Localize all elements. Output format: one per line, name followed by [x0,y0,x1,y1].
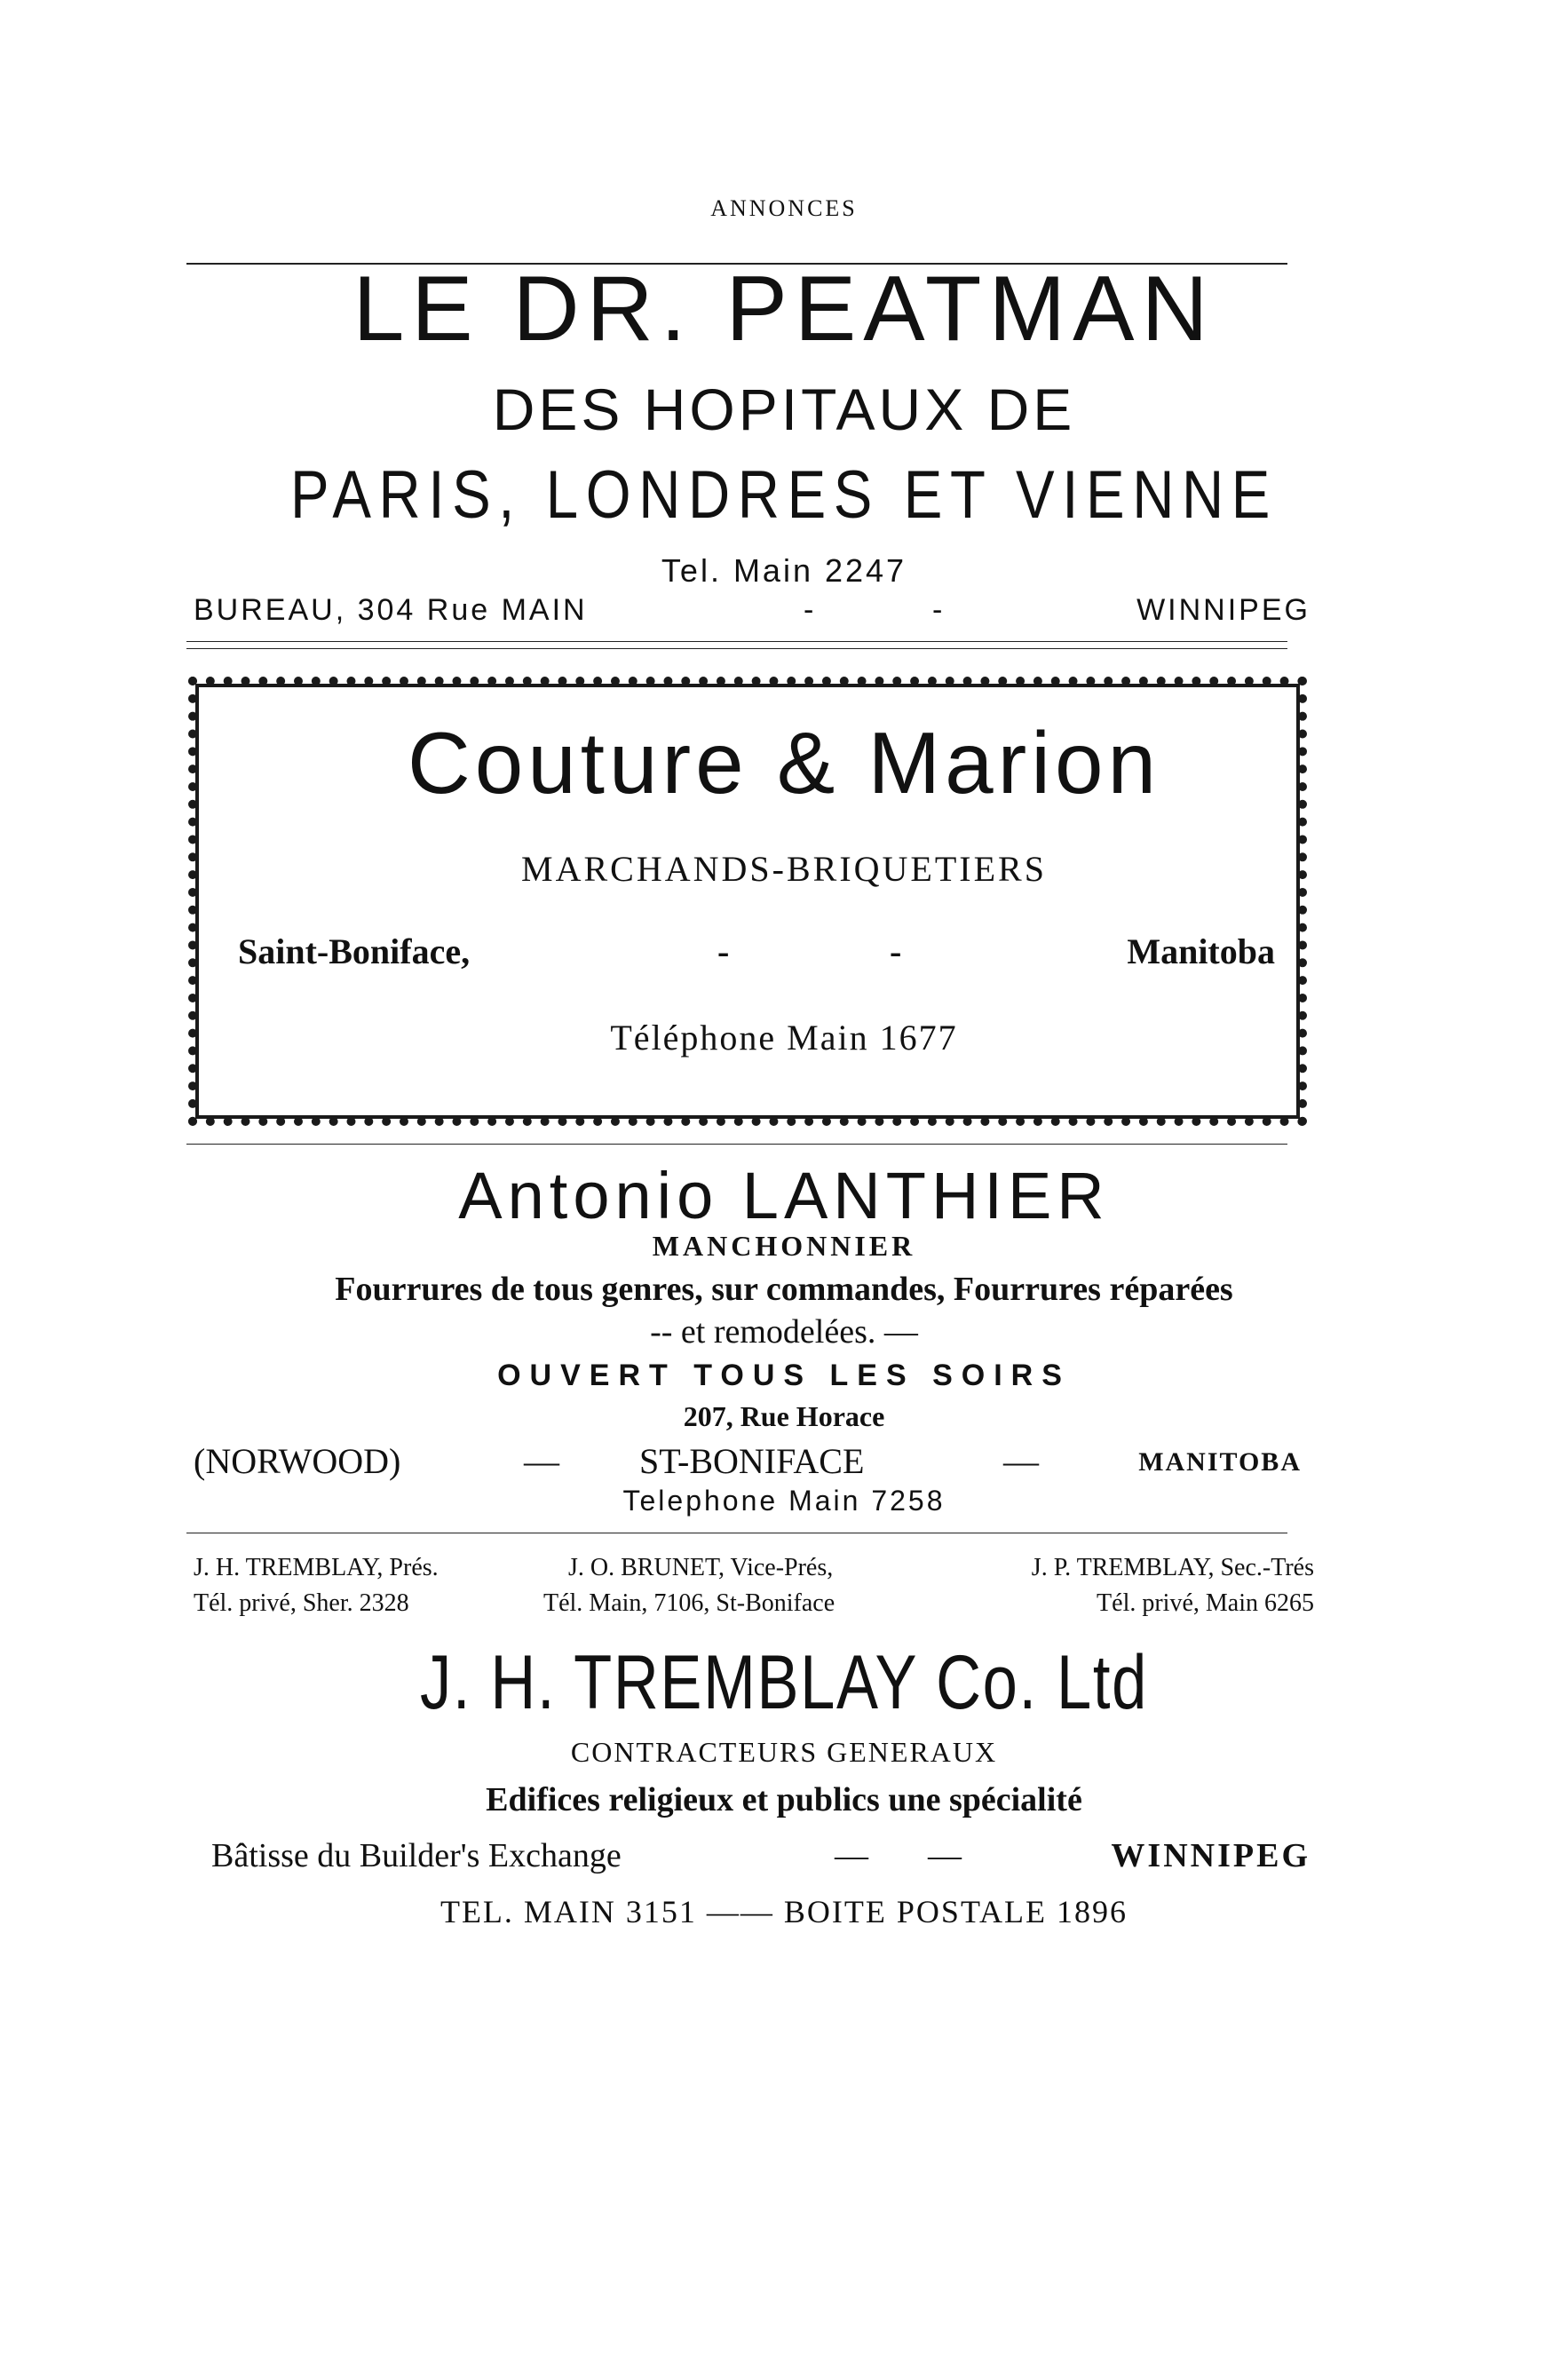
ad-telephone: Téléphone Main 1677 [610,1018,958,1058]
ad-title: J. H. TREMBLAY Co. Ltd [420,1640,1148,1725]
ad-address: BUREAU, 304 Rue MAIN [194,593,588,627]
ad-address: 207, Rue Horace [683,1400,885,1432]
ad-title: LE DR. PEATMAN [352,257,1216,360]
officer-telephone: Tél. privé, Main 6265 [1097,1589,1314,1617]
officer-name: J. P. TREMBLAY, Sec.-Trés [1031,1554,1314,1581]
separator-dash: - [932,593,946,627]
separator-dash: — [524,1441,559,1481]
ad-subtitle: DES HOPITAUX DE [492,376,1076,442]
ad-contact: TEL. MAIN 3151 —— BOITE POSTALE 1896 [440,1894,1128,1929]
officer-telephone: Tél. Main, 7106, St-Boniface [543,1589,835,1617]
ad-subtitle: PARIS, LONDRES ET VIENNE [289,457,1278,533]
ad-description: Edifices religieux et publics une spécialité [486,1781,1082,1818]
ad-district: (NORWOOD) [194,1441,401,1481]
separator-dash: — [835,1837,868,1874]
divider-rule [186,641,1287,642]
running-head: ANNONCES [710,195,858,221]
officer-name: J. O. BRUNET, Vice-Prés, [568,1554,834,1581]
divider-rule [186,648,1287,649]
divider-rule [186,1144,1287,1145]
separator-dash: — [1003,1441,1039,1481]
ad-description: Fourrures de tous genres, sur commandes, Fourrures réparées [335,1271,1233,1308]
ad-title: Antonio LANTHIER [458,1159,1110,1232]
officer-name: J. H. TREMBLAY, Prés. [194,1554,439,1581]
separator-dash: — [928,1837,962,1874]
ad-city: WINNIPEG [1136,593,1311,627]
separator-dash: - [804,593,817,627]
ad-hours: OUVERT TOUS LES SOIRS [497,1359,1071,1392]
ad-city: ST-BONIFACE [639,1441,865,1481]
ad-address: Bâtisse du Builder's Exchange [211,1837,622,1874]
ad-description: -- et remodelées. — [650,1313,918,1351]
ad-trade: MARCHANDS-BRIQUETIERS [521,849,1047,889]
ad-telephone: Telephone Main 7258 [622,1485,946,1517]
ad-title: Couture & Marion [407,714,1161,812]
separator-dash: - [890,931,902,971]
ad-province: MANITOBA [1138,1447,1302,1477]
ad-city: Saint-Boniface, [238,931,471,971]
ad-city: WINNIPEG [1111,1837,1311,1874]
separator-dash: - [717,931,730,971]
ad-trade: CONTRACTEURS GENERAUX [570,1736,998,1768]
officer-telephone: Tél. privé, Sher. 2328 [194,1589,409,1617]
ad-telephone: Tel. Main 2247 [661,552,907,589]
ad-trade: MANCHONNIER [652,1230,916,1262]
ad-province: Manitoba [1127,931,1275,971]
